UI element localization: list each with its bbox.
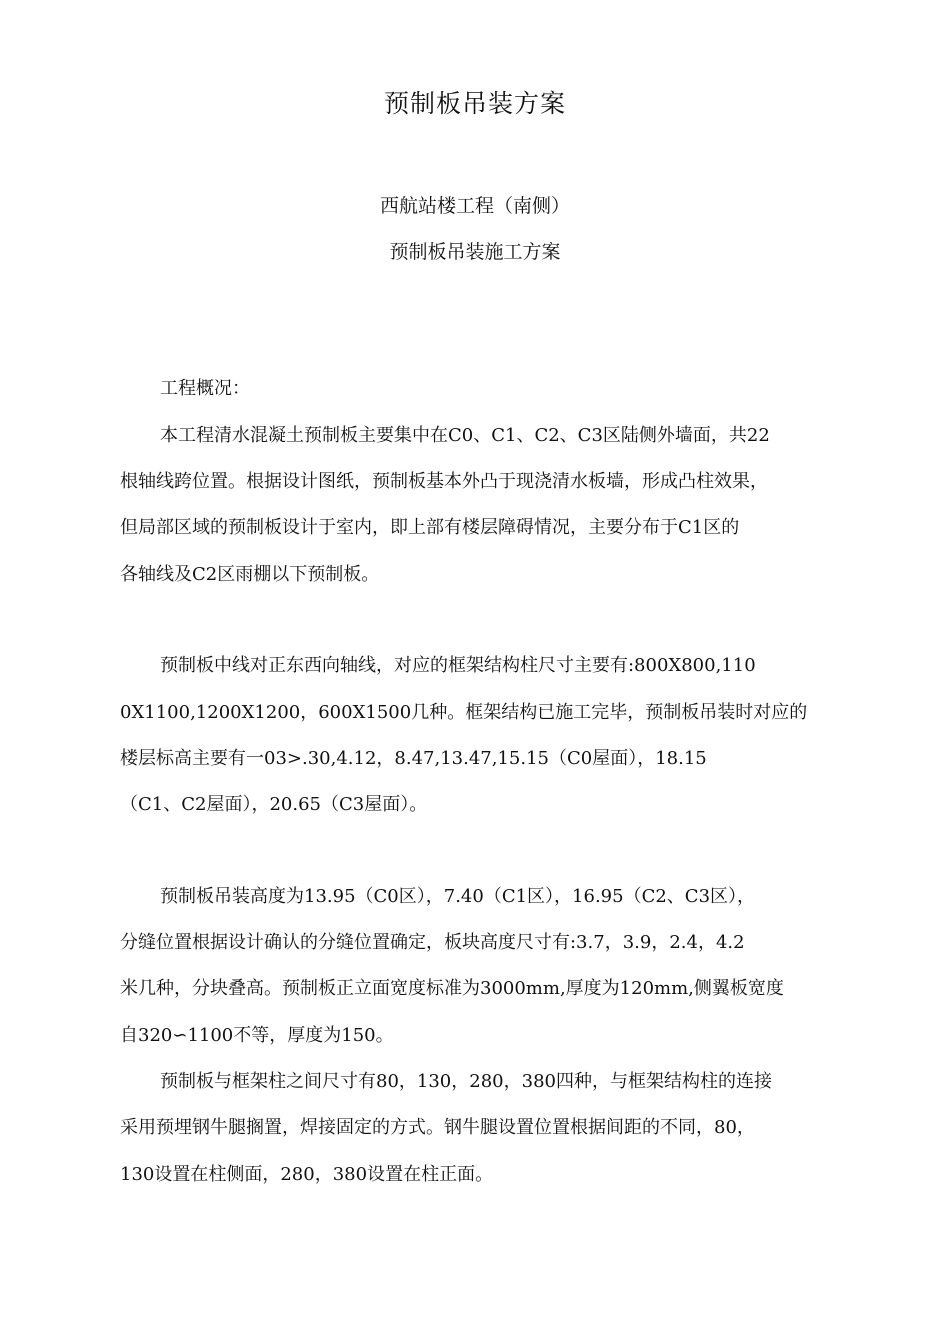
paragraph-1-line-2: 根轴线跨位置。根据设计图纸，预制板基本外凸于现浇清水板墙，形成凸柱效果， [120, 471, 768, 492]
paragraph-3-line-2: 分缝位置根据设计确认的分缝位置确定，板块高度尺寸有:3.7，3.9，2.4，4.2 [120, 932, 745, 953]
paragraph-4-line-2: 采用预埋钢牛腿搁置，焊接固定的方式。钢牛腿设置位置根据间距的不同，80， [120, 1117, 755, 1138]
paragraph-2-line-1: 预制板中线对正东西向轴线，对应的框架结构柱尺寸主要有:800X800,110 [160, 655, 756, 676]
paragraph-1-line-3: 但局部区域的预制板设计于室内，即上部有楼层障碍情况，主要分布于C1区的 [120, 517, 740, 538]
project-name: 西航站楼工程（南侧） [379, 195, 570, 217]
paragraph-3-line-4: 自320∽1100不等，厚度为150。 [120, 1025, 394, 1046]
section-heading: 工程概况： [160, 378, 250, 399]
document-title: 预制板吊装方案 [383, 89, 566, 118]
paragraph-4-line-1: 预制板与框架柱之间尺寸有80，130，280，380四种，与框架结构柱的连接 [160, 1071, 772, 1092]
paragraph-2-line-3: 楼层标高主要有一03>.30,4.12，8.47,13.47,15.15（C0屋面），18.15 [120, 748, 707, 769]
paragraph-1-line-1: 本工程清水混凝土预制板主要集中在C0、C1、C2、C3区陆侧外墙面，共22 [160, 425, 770, 446]
paragraph-2-line-4: （C1、C2屋面），20.65（C3屋面）。 [120, 794, 428, 815]
paragraph-1-line-4: 各轴线及C2区雨棚以下预制板。 [120, 564, 380, 585]
paragraph-2-line-2: 0X1100,1200X1200，600X1500几种。框架结构已施工完毕，预制板吊装时对应的 [120, 702, 808, 723]
paragraph-3-line-1: 预制板吊装高度为13.95（C0区），7.40（C1区），16.95（C2、C3区）， [160, 886, 756, 907]
paragraph-4-line-3: 130设置在柱侧面，280，380设置在柱正面。 [120, 1164, 494, 1185]
plan-name: 预制板吊装施工方案 [389, 241, 561, 263]
paragraph-3-line-3: 米几种，分块叠高。预制板正立面宽度标准为3000mm,厚度为120mm,侧翼板宽度 [120, 978, 784, 999]
